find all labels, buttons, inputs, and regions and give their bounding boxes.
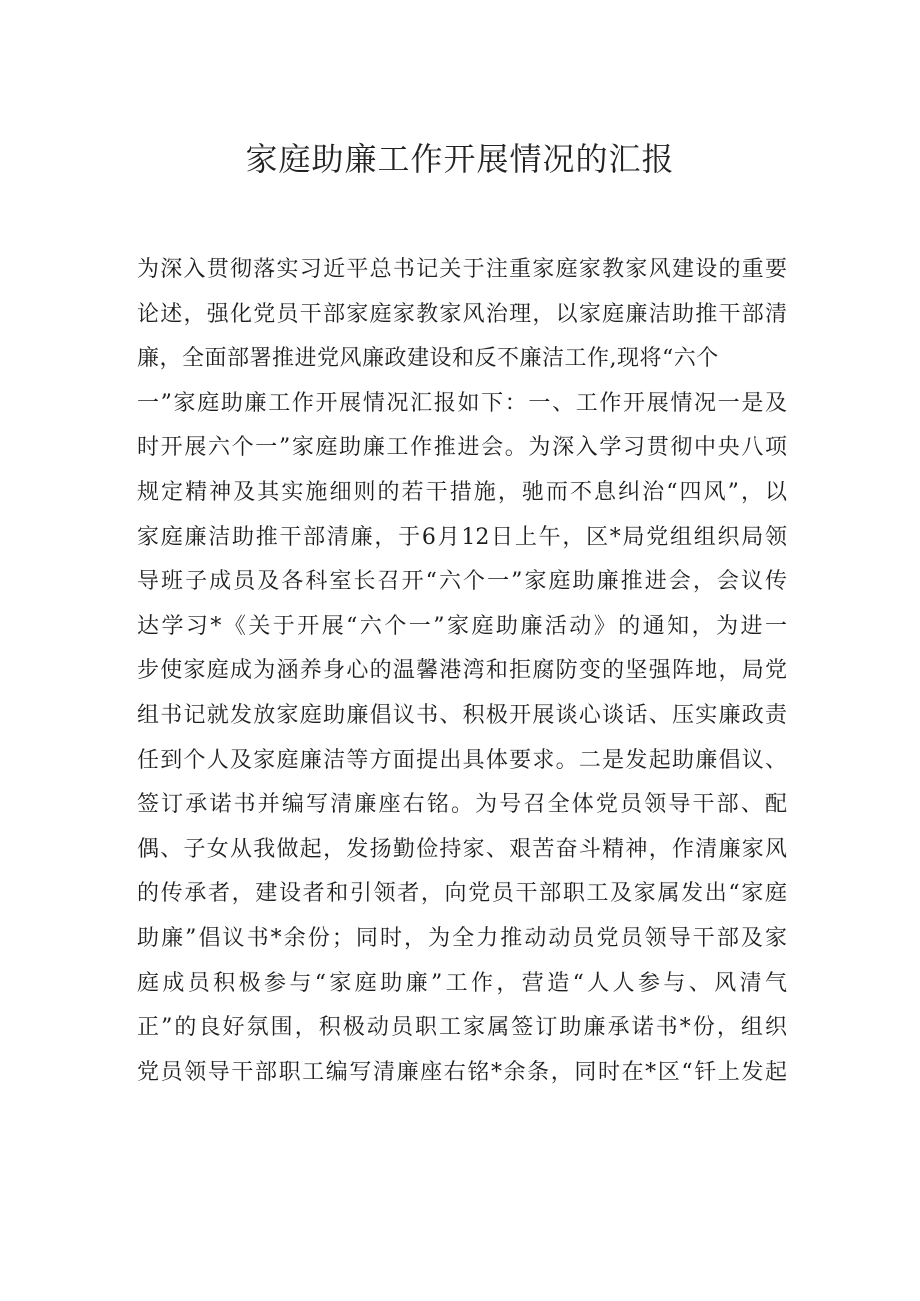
body-line: 一”家庭助廉工作开展情况汇报如下：一、工作开展情况一是及	[137, 390, 787, 416]
body-line: 为深入贯彻落实习近平总书记关于注重家庭家教家风建设的重要	[137, 257, 787, 282]
body-line: 时开展六个一”家庭助廉工作推进会。为深入学习贯彻中央八项	[137, 435, 787, 461]
body-line: 达学习*《关于开展“六个一”家庭助廉活动》的通知，为进一	[137, 613, 787, 639]
document-title: 家庭助廉工作开展情况的汇报	[245, 140, 675, 178]
document-body	[137, 248, 787, 1095]
body-line: 任到个人及家庭廉洁等方面提出具体要求。二是发起助廉倡议、	[137, 747, 787, 773]
body-line: 家庭廉洁助推干部清廉，于6月12日上午，区*局党组组织局领	[137, 524, 787, 550]
body-line: 导班子成员及各科室长召开“六个一”家庭助廉推进会，会议传	[137, 569, 787, 595]
body-line: 论述，强化党员干部家庭家教家风治理，以家庭廉洁助推干部清	[137, 301, 787, 327]
body-line: 签订承诺书并编写清廉座右铭。为号召全体党员领导干部、配	[137, 792, 787, 818]
body-line: 步使家庭成为涵养身心的温馨港湾和拒腐防变的坚强阵地，局党	[137, 658, 787, 684]
body-line: 的传承者，建设者和引领者，向党员干部职工及家属发出“家庭	[137, 881, 787, 907]
body-line: 党员领导干部职工编写清廉座右铭*余条，同时在*区“钎上发起	[137, 1059, 787, 1085]
body-line: 庭成员积极参与“家庭助廉”工作，营造“人人参与、风清气	[137, 970, 787, 996]
body-line: 偶、子女从我做起，发扬勤俭持家、艰苦奋斗精神，作清廉家风	[137, 836, 787, 862]
body-line: 组书记就发放家庭助廉倡议书、积极开展谈心谈话、压实廉政责	[137, 702, 787, 728]
body-line: 正”的良好氛围，积极动员职工家属签订助廉承诺书*份，组织	[137, 1015, 787, 1041]
body-line: 规定精神及其实施细则的若干措施，驰而不息纠治“四风”，以	[137, 479, 787, 505]
body-line: 助廉”倡议书*余份；同时，为全力推动动员党员领导干部及家	[137, 925, 787, 951]
body-line: 廉，全面部署推进党风廉政建设和反不廉洁工作,现将“六个	[137, 346, 719, 372]
